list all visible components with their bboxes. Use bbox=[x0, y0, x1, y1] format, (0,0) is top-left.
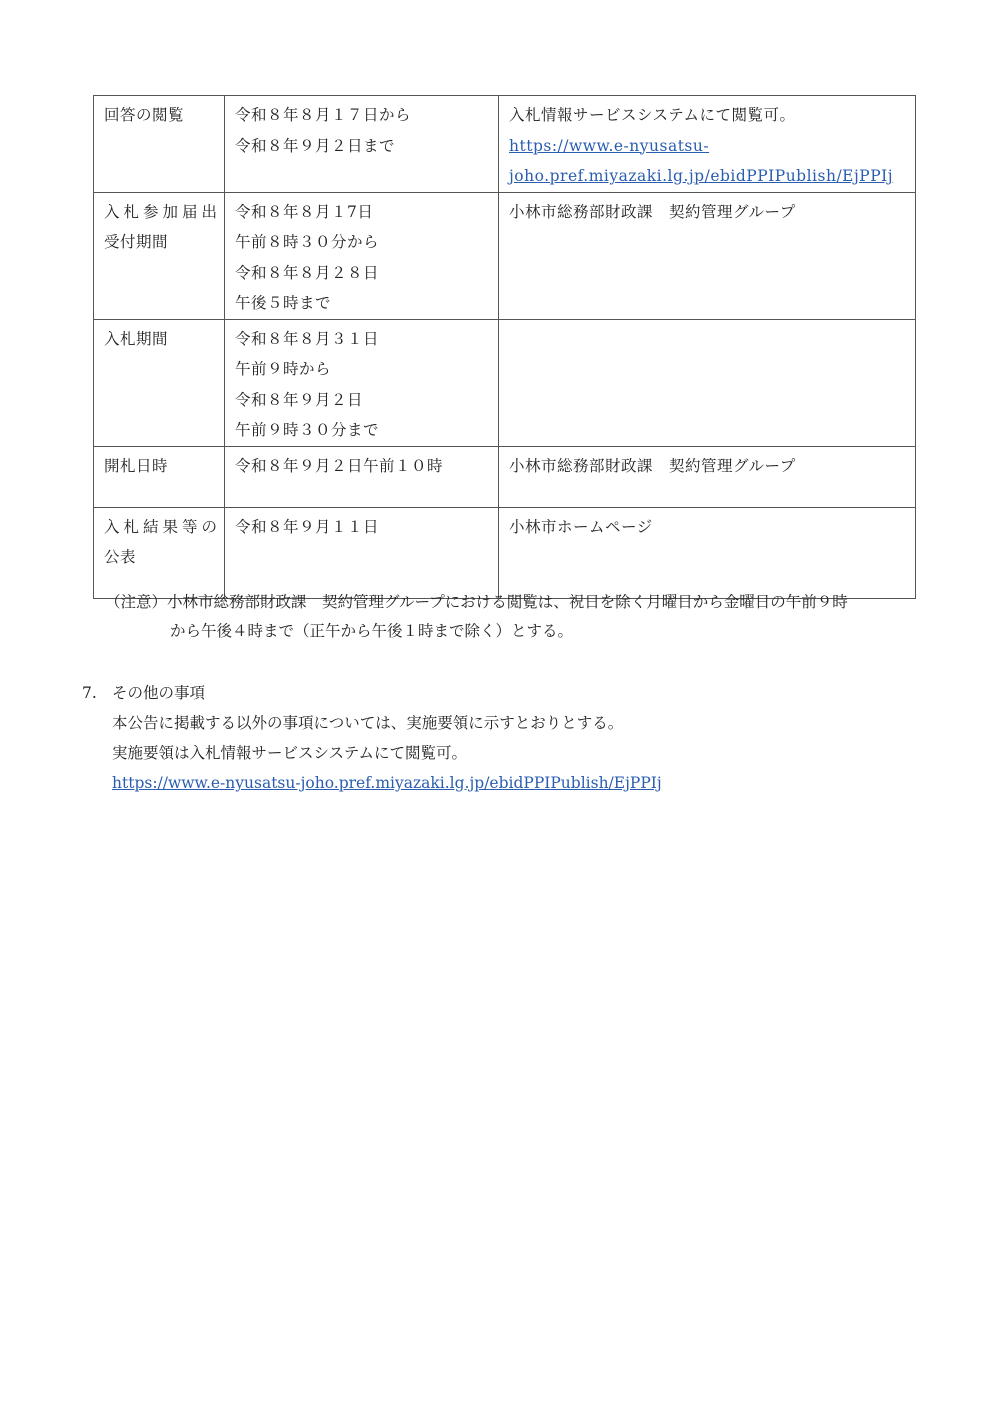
row-label-cell bbox=[94, 507, 225, 598]
period-line: 令和８年８月２８日 bbox=[235, 263, 380, 282]
period-line: 令和８年９月２日まで bbox=[235, 136, 396, 155]
table-row bbox=[94, 319, 916, 446]
table-row bbox=[94, 192, 916, 319]
table-row bbox=[94, 507, 916, 598]
row-label: 開札日時 bbox=[104, 456, 169, 475]
period-line: 令和８年９月１１日 bbox=[235, 517, 380, 536]
section-title: その他の事項 bbox=[112, 684, 206, 702]
period-line: 令和８年９月２日 bbox=[235, 390, 364, 409]
url-line: https://www.e-nyusatsu- bbox=[509, 136, 710, 155]
section-url-row bbox=[82, 768, 662, 798]
row-period-cell bbox=[225, 507, 499, 598]
section-body-line: 実施要領は入札情報サービスシステムにて閲覧可。 bbox=[112, 744, 467, 762]
place-text: 小林市総務部財政課 契約管理グループ bbox=[509, 456, 796, 475]
system-url-link[interactable] bbox=[509, 131, 906, 162]
row-place-cell bbox=[499, 319, 916, 446]
row-period-cell bbox=[225, 96, 499, 193]
period-line: 令和８年８月１7日 bbox=[235, 202, 374, 221]
row-period-cell bbox=[225, 192, 499, 319]
row-label-cell bbox=[94, 446, 225, 507]
table-note bbox=[105, 588, 925, 646]
note-line: （注意）小林市総務部財政課 契約管理グループにおける閲覧は、祝日を除く月曜日から金曜日の午前９時 bbox=[105, 593, 848, 611]
row-label-cell bbox=[94, 192, 225, 319]
section-heading bbox=[82, 678, 662, 708]
row-label: 受付期間 bbox=[104, 233, 169, 251]
row-place-cell bbox=[499, 446, 916, 507]
row-label: 公表 bbox=[104, 548, 137, 566]
place-text: 小林市総務部財政課 契約管理グループ bbox=[509, 202, 796, 221]
schedule-table bbox=[93, 95, 916, 599]
system-url-link[interactable] bbox=[509, 161, 906, 192]
row-label: 入札参加届出 bbox=[104, 202, 222, 221]
section-number: 7. bbox=[82, 684, 97, 702]
row-period-cell bbox=[225, 446, 499, 507]
row-place-cell bbox=[499, 507, 916, 598]
period-line: 午前９時３０分まで bbox=[235, 421, 380, 439]
row-place-cell bbox=[499, 192, 916, 319]
row-label-cell bbox=[94, 96, 225, 193]
section-url-link[interactable]: https://www.e-nyusatsu-joho.pref.miyazaki.lg.jp/ebidPPIPublish/EjPPIj bbox=[112, 774, 662, 792]
period-line: 午前８時３０分から bbox=[235, 233, 380, 251]
row-label: 回答の閲覧 bbox=[104, 106, 185, 124]
row-label-cell bbox=[94, 319, 225, 446]
place-text: 入札情報サービスシステムにて閲覧可。 bbox=[509, 106, 796, 124]
period-line: 令和８年８月３１日 bbox=[235, 329, 380, 348]
section-body-line: 本公告に掲載する以外の事項については、実施要領に示すとおりとする。 bbox=[112, 714, 624, 732]
period-line: 午前９時から bbox=[235, 360, 332, 378]
place-text: 小林市ホームページ bbox=[509, 517, 653, 536]
row-label: 入札結果等の bbox=[104, 517, 222, 536]
period-line: 令和８年９月２日午前１０時 bbox=[235, 456, 444, 475]
period-line: 午後５時まで bbox=[235, 294, 332, 312]
period-line: 令和８年８月１７日から bbox=[235, 106, 412, 124]
row-period-cell bbox=[225, 319, 499, 446]
section-other-matters bbox=[82, 678, 662, 798]
url-line: joho.pref.miyazaki.lg.jp/ebidPPIPublish/EjPPIj bbox=[509, 167, 894, 185]
note-line: から午後４時まで（正午から午後１時まで除く）とする。 bbox=[170, 622, 574, 640]
table-row bbox=[94, 96, 916, 193]
row-place-cell bbox=[499, 96, 916, 193]
table-row bbox=[94, 446, 916, 507]
row-label: 入札期間 bbox=[104, 329, 169, 348]
